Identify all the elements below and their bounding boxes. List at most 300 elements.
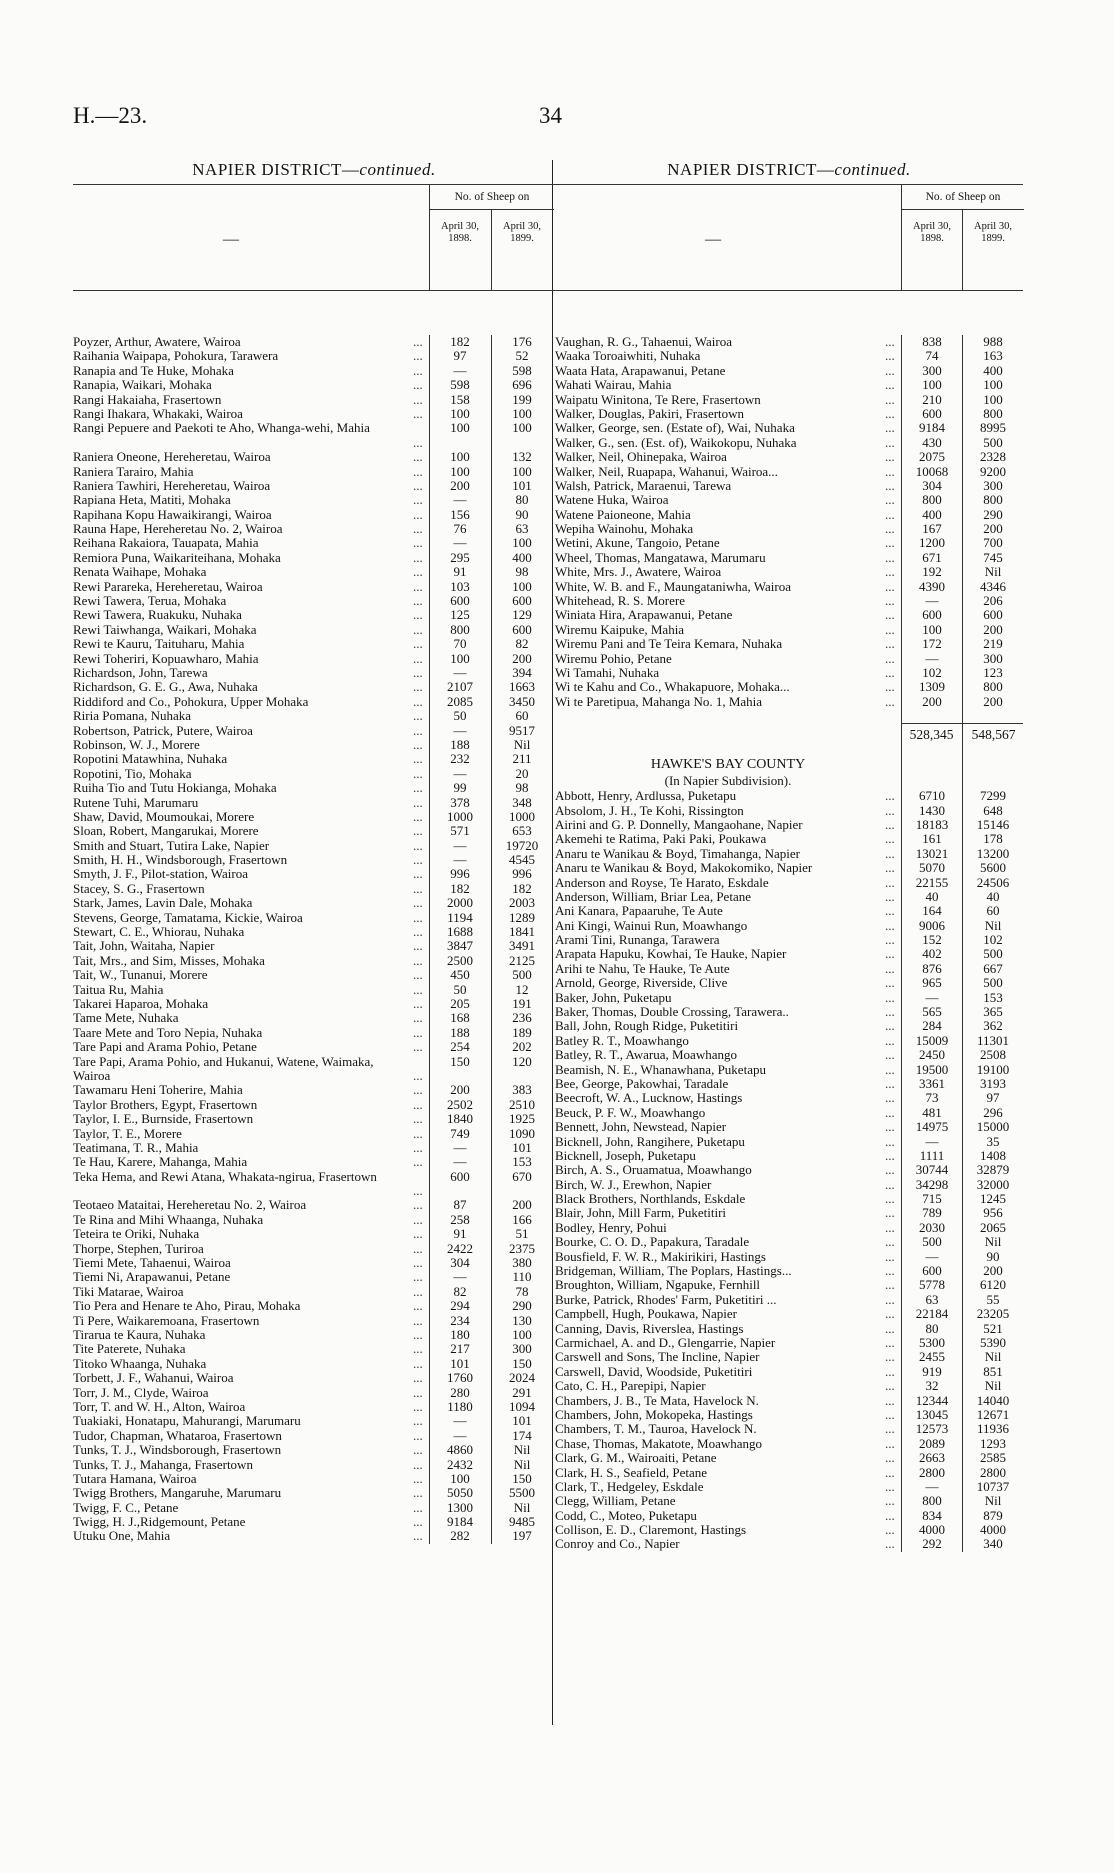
leader-dots: ... — [413, 837, 423, 853]
table-row — [73, 1515, 555, 1529]
sheep-count-1899: 2125 — [509, 952, 535, 968]
leader-dots: ... — [413, 1384, 423, 1400]
name-column-header: — — [223, 231, 239, 248]
sheep-count-1898: 2030 — [919, 1219, 945, 1235]
owner-name: Waata Hata, Arapawanui, Petane — [555, 363, 726, 378]
table-row — [555, 1408, 1023, 1422]
owner-name: Walker, George, sen. (Estate of), Wai, Nuhaka — [555, 421, 795, 436]
owner-name: Stevens, George, Tamatama, Kickie, Wairoa — [73, 910, 303, 925]
leader-dots: ... — [885, 802, 895, 818]
owner-name: Robinson, W. J., Morere — [73, 737, 200, 752]
sheep-count-1898: 192 — [922, 564, 942, 580]
sheep-count-1899: 696 — [512, 377, 532, 393]
name-column-header: — — [705, 231, 721, 248]
table-row — [73, 1328, 555, 1342]
sheep-count-1899: 1663 — [509, 679, 535, 695]
table-row — [555, 1350, 1023, 1364]
sheep-count-1898: 50 — [453, 708, 467, 724]
leader-dots: ... — [413, 1255, 423, 1271]
sheep-count-1899: 100 — [512, 420, 532, 436]
sheep-count-1899: 101 — [512, 477, 532, 493]
table-row — [555, 1163, 1023, 1177]
sheep-count-1898: 10068 — [915, 463, 949, 479]
sheep-count-1899: Nil — [513, 1499, 531, 1515]
leader-dots: ... — [413, 1183, 423, 1199]
sheep-count-1899: 2375 — [509, 1240, 535, 1256]
leader-dots: ... — [413, 1067, 423, 1083]
sheep-count-1899: 1094 — [509, 1398, 535, 1414]
leader-dots: ... — [885, 989, 895, 1005]
leader-dots: ... — [885, 535, 895, 551]
table-row — [73, 1040, 555, 1054]
sheep-count-1898: 76 — [453, 521, 467, 537]
table-row — [555, 1250, 1023, 1264]
table-row — [555, 1379, 1023, 1393]
sheep-count-1899: 11936 — [976, 1421, 1010, 1437]
leader-dots: ... — [413, 1039, 423, 1055]
table-row — [73, 450, 555, 464]
leader-dots: ... — [413, 405, 423, 421]
leader-dots: ... — [885, 1536, 895, 1552]
table-row — [73, 1141, 555, 1155]
table-row — [73, 853, 555, 867]
sheep-count-1899: 1408 — [980, 1147, 1006, 1163]
table-row — [555, 1135, 1023, 1149]
leader-dots: ... — [885, 788, 895, 804]
leader-dots: ... — [885, 1378, 895, 1394]
owner-name: Ruiha Tio and Tutu Hokianga, Mohaka — [73, 781, 277, 796]
owner-name: Torbett, J. F., Wahanui, Wairoa — [73, 1371, 234, 1386]
sheep-count-1899: 10737 — [976, 1478, 1010, 1494]
sheep-count-1898: 100 — [922, 621, 942, 637]
sheep-count-1899: 32879 — [976, 1162, 1010, 1178]
sheep-count-1898: — — [925, 989, 939, 1005]
leader-dots: ... — [885, 960, 895, 976]
leader-dots: ... — [413, 535, 423, 551]
sheep-count-1898: 13045 — [915, 1406, 949, 1422]
owner-name: Beamish, N. E., Whanawhana, Puketapu — [555, 1062, 766, 1077]
leader-dots: ... — [413, 736, 423, 752]
sheep-count-1898: 161 — [922, 831, 942, 847]
table-row — [555, 666, 1023, 680]
sheep-count-1899: Nil — [513, 1456, 531, 1472]
table-row — [555, 1091, 1023, 1105]
table-row — [555, 378, 1023, 392]
table-row — [73, 536, 555, 550]
table-row — [73, 522, 555, 536]
sheep-count-1899: Nil — [984, 1493, 1002, 1509]
sheep-count-1899: 55 — [986, 1291, 1000, 1307]
leader-dots: ... — [413, 1312, 423, 1328]
owner-name: Tait, John, Waitaha, Napier — [73, 939, 215, 954]
leader-dots: ... — [413, 607, 423, 623]
table-row — [73, 1314, 555, 1328]
sheep-count-1899: 40 — [986, 888, 1000, 904]
table-row — [555, 536, 1023, 550]
sheep-count-1899: 90 — [515, 506, 529, 522]
owner-name: Batley R. T., Moawhango — [555, 1033, 689, 1048]
sheep-count-1898: 19500 — [915, 1061, 949, 1077]
leader-dots: ... — [885, 975, 895, 991]
sheep-count-1898: 102 — [922, 664, 942, 680]
leader-dots: ... — [885, 348, 895, 364]
sheep-count-1899: 11301 — [976, 1032, 1010, 1048]
owner-name: Rapiana Heta, Matiti, Mohaka — [73, 493, 231, 508]
sheep-count-1898: 32 — [925, 1378, 939, 1394]
leader-dots: ... — [885, 377, 895, 393]
sheep-count-1899: 9517 — [509, 722, 535, 738]
owner-name: Rewi Parareka, Hereheretau, Wairoa — [73, 579, 263, 594]
owner-name: Chase, Thomas, Makatote, Moawhango — [555, 1436, 762, 1451]
table-row — [555, 349, 1023, 363]
sheep-count-1898: 4000 — [919, 1522, 945, 1538]
leader-dots: ... — [885, 1406, 895, 1422]
sheep-count-1898: 2107 — [447, 679, 473, 695]
leader-dots: ... — [885, 1047, 895, 1063]
table-row — [73, 608, 555, 622]
sheep-count-1899: Nil — [984, 564, 1002, 580]
sheep-count-1898: — — [453, 492, 467, 508]
sheep-count-1899: 174 — [512, 1427, 532, 1443]
owner-name: Tiemi Ni, Arapawanui, Petane — [73, 1270, 231, 1285]
leader-dots: ... — [413, 909, 423, 925]
sheep-count-1899: 200 — [983, 1263, 1003, 1279]
table-row — [555, 450, 1023, 464]
sheep-count-1899: 300 — [512, 1341, 532, 1357]
sheep-count-1898: 100 — [450, 650, 470, 666]
sheep-count-1899: 19720 — [505, 837, 539, 853]
leader-dots: ... — [885, 607, 895, 623]
table-row — [555, 1466, 1023, 1480]
sheep-count-1899: 191 — [512, 995, 532, 1011]
sheep-count-1899: 879 — [983, 1507, 1003, 1523]
sheep-count-1899: 102 — [983, 932, 1003, 948]
table-row — [555, 522, 1023, 536]
owner-name: Bousfield, F. W. R., Makirikiri, Hastings — [555, 1249, 766, 1264]
leader-dots: ... — [413, 492, 423, 508]
owner-name: Taylor Brothers, Egypt, Frasertown — [73, 1097, 258, 1112]
sheep-count-1898: 99 — [453, 780, 467, 796]
sheep-count-1898: 182 — [450, 334, 470, 349]
sheep-count-1898: 2502 — [447, 1096, 473, 1112]
sheep-count-1899: 2065 — [980, 1219, 1006, 1235]
sheep-count-1899: 32000 — [976, 1176, 1010, 1192]
owner-name: Tunks, T. J., Mahanga, Frasertown — [73, 1457, 253, 1472]
owner-name: Wetini, Akune, Tangoio, Petane — [555, 536, 720, 551]
leader-dots: ... — [885, 405, 895, 421]
sheep-count-1898: 180 — [450, 1327, 470, 1342]
sheep-count-1898: 34298 — [915, 1176, 949, 1192]
sheep-count-1898: 715 — [922, 1191, 942, 1207]
sheep-count-1898: 12573 — [915, 1421, 949, 1437]
leader-dots: ... — [413, 1355, 423, 1371]
right-column-title: NAPIER DISTRICT—continued. — [667, 160, 911, 179]
owner-name: Ani Kingi, Wainui Run, Moawhango — [555, 918, 748, 933]
sheep-count-1899: 15000 — [976, 1119, 1010, 1135]
sheep-count-1899: 380 — [512, 1255, 532, 1271]
sheep-count-1898: 188 — [450, 1024, 470, 1040]
table-row — [73, 1386, 555, 1400]
sheep-count-1899: 670 — [512, 1168, 532, 1184]
owner-name: Carmichael, A. and D., Glengarrie, Napier — [555, 1336, 776, 1350]
sheep-count-1899: 153 — [512, 1154, 532, 1170]
table-row — [73, 695, 555, 709]
table-row — [73, 1342, 555, 1356]
table-row — [73, 1055, 555, 1084]
table-row — [73, 594, 555, 608]
sheep-count-1899: 340 — [983, 1536, 1003, 1552]
leader-dots: ... — [885, 664, 895, 680]
owner-name: Raniera Tawhiri, Hereheretau, Wairoa — [73, 478, 271, 493]
leader-dots: ... — [885, 831, 895, 847]
sheep-count-1899: 800 — [983, 405, 1003, 421]
sheep-count-1899: 1090 — [509, 1125, 535, 1141]
sheep-count-1899: 348 — [512, 794, 532, 810]
owner-name: Wiremu Pohio, Petane — [555, 651, 672, 666]
owner-name: Torr, J. M., Clyde, Wairoa — [73, 1385, 209, 1400]
owner-name: Rewi te Kauru, Taituharu, Mahia — [73, 637, 245, 652]
table-row — [555, 1307, 1023, 1321]
leader-dots: ... — [885, 932, 895, 948]
sheep-count-1899: 176 — [512, 334, 532, 349]
owner-name: Vaughan, R. G., Tahaenui, Wairoa — [555, 335, 732, 349]
sheep-count-1899: 745 — [983, 549, 1003, 565]
leader-dots: ... — [413, 1442, 423, 1458]
sheep-count-1898: 500 — [922, 1234, 942, 1250]
leader-dots: ... — [885, 693, 895, 709]
owner-name: Bennett, John, Newstead, Napier — [555, 1120, 727, 1135]
owner-name: Remiora Puna, Waikariteihana, Mohaka — [73, 550, 281, 565]
leader-dots: ... — [413, 1485, 423, 1501]
leader-dots: ... — [885, 1061, 895, 1077]
sheep-count-1898: 280 — [450, 1384, 470, 1400]
sheep-count-1898: 91 — [453, 564, 467, 580]
sheep-count-1898: 2455 — [919, 1349, 945, 1365]
owner-name: Shaw, David, Moumoukai, Morere — [73, 809, 255, 824]
sheep-count-1899: 23205 — [976, 1306, 1010, 1322]
table-row — [73, 796, 555, 810]
district-total-row — [555, 723, 1023, 745]
left-table-header — [73, 184, 555, 291]
sheep-count-1899: 2508 — [980, 1047, 1006, 1063]
sheep-count-1899: 51 — [515, 1226, 529, 1242]
sheep-count-1899: 60 — [515, 708, 529, 724]
table-row — [73, 565, 555, 579]
leader-dots: ... — [885, 874, 895, 890]
leader-dots: ... — [885, 888, 895, 904]
sheep-count-1898: 304 — [922, 477, 942, 493]
sheep-count-1899: 598 — [512, 362, 532, 378]
owner-name: Walker, Neil, Ruapapa, Wahanui, Wairoa... — [555, 464, 778, 479]
sheep-count-1898: 571 — [450, 823, 470, 839]
leader-dots: ... — [413, 377, 423, 393]
sheep-count-1898: 565 — [922, 1004, 942, 1020]
sheep-count-1898: 9006 — [919, 917, 945, 933]
sheep-count-1899: 1841 — [509, 924, 535, 940]
sheep-count-1899: 300 — [983, 477, 1003, 493]
owner-name: Reihana Rakaiora, Tauapata, Mahia — [73, 536, 259, 551]
section-title: HAWKE'S BAY COUNTY — [650, 757, 806, 773]
sheep-count-1898: — — [453, 765, 467, 781]
owner-name: Tite Paterete, Nuhaka — [73, 1342, 186, 1357]
leader-dots: ... — [413, 967, 423, 983]
sheep-count-1898: 14975 — [915, 1119, 949, 1135]
leader-dots: ... — [885, 946, 895, 962]
sheep-count-1899: 60 — [986, 903, 1000, 919]
leader-dots: ... — [885, 1392, 895, 1408]
owner-name: Waipatu Winitona, Te Rere, Frasertown — [555, 392, 761, 407]
leader-dots: ... — [413, 1240, 423, 1256]
sheep-count-1898: 100 — [450, 1470, 470, 1486]
owner-name: Black Brothers, Northlands, Eskdale — [555, 1192, 746, 1207]
leader-dots: ... — [413, 362, 423, 378]
table-row — [555, 1120, 1023, 1134]
sheep-count-1898: 3361 — [919, 1075, 945, 1091]
sheep-count-1899: Nil — [984, 1234, 1002, 1250]
table-row — [73, 839, 555, 853]
owner-name: Rauna Hape, Hereheretau No. 2, Wairoa — [73, 522, 283, 537]
leader-dots: ... — [413, 434, 423, 450]
table-row — [555, 393, 1023, 407]
table-row — [555, 904, 1023, 918]
sheep-count-1899: 956 — [983, 1205, 1003, 1221]
sheep-count-1899: 653 — [512, 823, 532, 839]
owner-name: Conroy and Co., Napier — [555, 1537, 680, 1552]
leader-dots: ... — [413, 506, 423, 522]
sheep-count-1899: 500 — [512, 967, 532, 983]
right-table-body — [555, 335, 1023, 1552]
leader-dots: ... — [885, 1205, 895, 1221]
owner-name: Raniera Oneone, Hereheretau, Wairoa — [73, 450, 271, 465]
table-row — [555, 608, 1023, 622]
owner-name: Arihi te Nahu, Te Hauke, Te Aute — [555, 961, 730, 976]
sheep-count-1899: 82 — [515, 636, 529, 652]
leader-dots: ... — [413, 722, 423, 738]
sheep-count-1898: 402 — [922, 946, 942, 962]
sheep-count-1898: 234 — [450, 1312, 470, 1328]
table-row — [73, 1299, 555, 1313]
owner-name: Tudor, Chapman, Whataroa, Frasertown — [73, 1428, 282, 1443]
sheep-count-1898: 481 — [922, 1104, 942, 1120]
leader-dots: ... — [413, 1499, 423, 1515]
leader-dots: ... — [885, 636, 895, 652]
table-row — [555, 364, 1023, 378]
sheep-count-1899: 101 — [512, 1413, 532, 1429]
table-row — [73, 954, 555, 968]
sheep-count-1898: 378 — [450, 794, 470, 810]
owner-name: Carswell and Sons, The Incline, Napier — [555, 1350, 760, 1365]
left-table-body — [73, 335, 555, 1544]
sheep-count-1898: 5070 — [919, 860, 945, 876]
table-row — [73, 623, 555, 637]
leader-dots: ... — [885, 1335, 895, 1350]
table-row — [555, 1480, 1023, 1494]
leader-dots: ... — [413, 1470, 423, 1486]
sheep-count-1898: 5778 — [919, 1277, 945, 1293]
sheep-count-1899: 6120 — [980, 1277, 1006, 1293]
owner-name: Richardson, John, Tarewa — [73, 666, 208, 680]
sheep-count-1899: 20 — [515, 765, 529, 781]
sheep-count-1898: 2432 — [447, 1456, 473, 1472]
table-row — [73, 983, 555, 997]
sheep-count-1898: 70 — [453, 636, 467, 652]
sheep-count-1899: 383 — [512, 1082, 532, 1098]
owner-name: Rutene Tuhi, Marumaru — [73, 795, 199, 810]
sheep-count-1898: 2450 — [919, 1047, 945, 1063]
sheep-count-1898: 2663 — [919, 1450, 945, 1466]
owner-name: Twigg Brothers, Mangaruhe, Marumaru — [73, 1486, 282, 1501]
leader-dots: ... — [413, 866, 423, 882]
leader-dots: ... — [885, 434, 895, 450]
sheep-count-1898: — — [453, 722, 467, 738]
leader-dots: ... — [885, 845, 895, 861]
leader-dots: ... — [413, 449, 423, 465]
owner-name: Takarei Haparoa, Mohaka — [73, 996, 209, 1011]
leader-dots: ... — [413, 1327, 423, 1342]
owner-name: Tiemi Mete, Tahaenui, Wairoa — [73, 1256, 231, 1271]
sheep-count-1898: — — [925, 1133, 939, 1149]
leader-dots: ... — [885, 816, 895, 832]
sheep-count-1898: 789 — [922, 1205, 942, 1221]
sheep-count-1899: 236 — [512, 1010, 532, 1026]
leader-dots: ... — [413, 1154, 423, 1170]
sheep-count-1898: 2500 — [447, 952, 473, 968]
sheep-count-1899: 200 — [512, 650, 532, 666]
leader-dots: ... — [413, 1341, 423, 1357]
table-row — [73, 465, 555, 479]
owner-name: Campbell, Hugh, Poukawa, Napier — [555, 1307, 737, 1322]
leader-dots: ... — [413, 1269, 423, 1285]
leader-dots: ... — [413, 1125, 423, 1141]
table-row — [555, 407, 1023, 421]
sheep-count-1899: 648 — [983, 802, 1003, 818]
leader-dots: ... — [413, 521, 423, 537]
leader-dots: ... — [885, 477, 895, 493]
leader-dots: ... — [885, 1507, 895, 1523]
owner-name: Beecroft, W. A., Lucknow, Hastings — [555, 1091, 743, 1106]
table-row — [73, 752, 555, 766]
leader-dots: ... — [885, 1219, 895, 1235]
leader-dots: ... — [885, 564, 895, 580]
sheep-count-1899: 132 — [512, 449, 532, 465]
leader-dots: ... — [413, 1226, 423, 1242]
sheep-count-1898: — — [453, 1427, 467, 1443]
table-row — [73, 824, 555, 838]
leader-dots: ... — [885, 1464, 895, 1480]
table-row — [73, 378, 555, 392]
sheep-count-group-header: No. of Sheep on — [901, 185, 1024, 291]
sheep-count-1898: 9184 — [919, 420, 945, 436]
sheep-count-1899: 110 — [512, 1269, 532, 1285]
sheep-count-1898: 200 — [450, 477, 470, 493]
sheep-count-1899: 14040 — [976, 1392, 1010, 1408]
sheep-count-1899: 80 — [515, 492, 529, 508]
leader-dots: ... — [413, 808, 423, 824]
owner-name: Renata Waihape, Mohaka — [73, 565, 207, 580]
leader-dots: ... — [413, 895, 423, 911]
sheep-count-1899: 200 — [983, 521, 1003, 537]
column-rule — [429, 335, 430, 1544]
table-row — [555, 1322, 1023, 1336]
table-row — [555, 1394, 1023, 1408]
sheep-count-1898: 168 — [450, 1010, 470, 1026]
sheep-count-1899: 200 — [983, 693, 1003, 709]
sheep-count-1899: 400 — [983, 362, 1003, 378]
sheep-count-1898: 282 — [450, 1528, 470, 1544]
sheep-count-1899: 78 — [515, 1283, 529, 1299]
section-subtitle: (In Napier Subdivision). — [664, 773, 792, 789]
sheep-count-1898: 600 — [450, 593, 470, 609]
